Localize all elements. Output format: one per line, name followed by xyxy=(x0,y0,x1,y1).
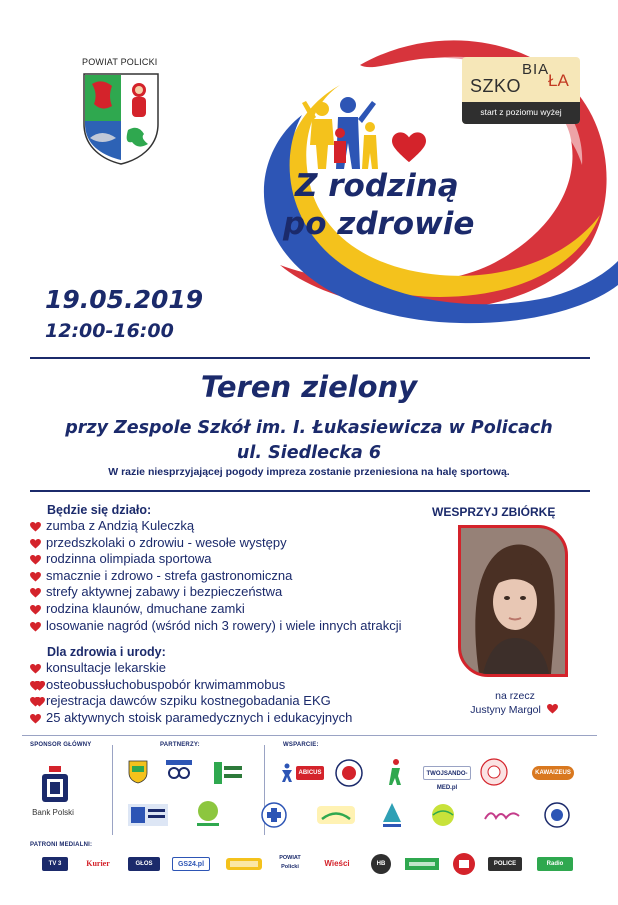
media-logo-green xyxy=(405,858,439,870)
heart-icon xyxy=(30,664,41,674)
activities-list xyxy=(28,518,402,634)
venue-title: Teren zielony xyxy=(200,370,418,404)
list-item xyxy=(28,660,352,677)
portrait-illustration xyxy=(461,528,565,674)
logo-text-bia: BIA xyxy=(522,61,550,78)
list-item-label: mammobus xyxy=(217,676,286,692)
heart-icon xyxy=(30,714,41,724)
heart-icon xyxy=(30,539,41,549)
list-item xyxy=(28,618,402,635)
support-emblem-logo xyxy=(335,759,363,787)
list-item-label: losowanie nagród (wśród nich 3 rowery) i wiele innych atrakcji xyxy=(46,617,402,633)
support-script-logo xyxy=(482,806,522,824)
list-item xyxy=(28,710,352,727)
support-logo-twojsando: TWOJSANDO-MED.pl xyxy=(423,766,471,780)
heart-icon xyxy=(30,622,41,632)
heart-icon xyxy=(34,681,45,691)
media-logo-tvpl xyxy=(452,852,476,876)
list-item-label: 25 aktywnych stoisk paramedycznych i edukacyjnych xyxy=(46,709,353,725)
list-item xyxy=(28,535,402,552)
media-logo-kurier: Kurier xyxy=(82,857,114,871)
list-item-label: rejestracja dawców szpiku kostnego xyxy=(46,693,254,709)
media-logo-hb: HB xyxy=(371,854,391,874)
list-item xyxy=(28,601,402,618)
media-heading: PATRONI MEDIALNI: xyxy=(30,842,93,848)
pko-bank-logo xyxy=(40,766,70,804)
list-item-label: konsultacje lekarskie xyxy=(46,660,166,675)
divider-sponsors xyxy=(22,735,597,736)
heart-icon xyxy=(30,605,41,615)
support-ball-logo xyxy=(431,803,455,827)
heart-icon xyxy=(547,704,558,714)
event-title-line2: po zdrowie xyxy=(283,206,475,242)
logo-text-la: ŁA xyxy=(548,71,569,90)
list-item-label: badania EKG xyxy=(253,693,331,709)
partner-crest-logo xyxy=(128,760,148,784)
list-item-label: rodzina klaunów, dmuchane zamki xyxy=(46,600,245,616)
portrait-photo xyxy=(458,525,568,677)
support-globe-logo xyxy=(544,802,570,828)
health-heading: Dla zdrowia i urody: xyxy=(47,645,166,659)
list-item xyxy=(28,584,402,601)
media-logo-wiesci: Wieści xyxy=(319,857,355,871)
weather-note: W razie niesprzyjającej pogody impreza zostanie przeniesiona na halę sportową. xyxy=(108,466,510,478)
partner-bbt-logo xyxy=(166,760,192,782)
venue-street: ul. Siedlecka 6 xyxy=(236,443,382,463)
heart-icon xyxy=(30,588,41,598)
list-item-label: smacznie i zdrowo - strefa gastronomiczna xyxy=(46,567,293,583)
list-item-label: osteobus xyxy=(46,676,99,692)
list-item xyxy=(28,518,402,535)
logo-tagline: start z poziomu wyżej xyxy=(480,107,562,117)
partner-green-logo xyxy=(195,800,221,828)
logo-text-szko: SZKO xyxy=(470,76,522,96)
health-list xyxy=(28,660,352,726)
event-title-line1: Z rodziną xyxy=(295,168,459,204)
fundraiser-person xyxy=(458,704,570,716)
bia-szkola-logo xyxy=(462,57,580,124)
support-logo-kawaizeus: KAWAIZEUS xyxy=(532,766,574,780)
pko-bank-label: Bank Polski xyxy=(32,808,74,817)
fundraiser-heading: WESPRZYJ ZBIÓRKĘ xyxy=(432,505,556,519)
event-time: 12:00-16:00 xyxy=(45,320,174,342)
media-logo-radio: Radio xyxy=(537,857,573,871)
list-item xyxy=(28,693,352,710)
media-logo-gs24: GS24.pl xyxy=(172,857,210,871)
media-logo-tvcolor xyxy=(226,858,262,870)
activities-heading: Będzie się działo: xyxy=(47,503,152,517)
fundraiser-person-name: Justyny Margol xyxy=(470,704,541,716)
partner-natura-logo xyxy=(214,762,242,784)
support-runner-logo xyxy=(388,758,404,786)
divider-middle xyxy=(30,490,590,492)
family-illustration xyxy=(300,95,390,175)
media-logo-glos: GŁOS xyxy=(128,857,160,871)
support-cross-logo xyxy=(261,802,287,828)
powiat-label: POWIAT POLICKI xyxy=(82,57,158,67)
heart-icon xyxy=(34,697,45,707)
support-figure-logo xyxy=(280,763,294,783)
county-coat-of-arms xyxy=(82,72,160,166)
sponsor-divider xyxy=(112,745,113,835)
list-item xyxy=(28,677,352,694)
media-logo-police: POLICE xyxy=(488,857,522,871)
support-logo-yellow xyxy=(317,806,355,824)
list-item xyxy=(28,568,402,585)
venue-subtitle: przy Zespole Szkół im. I. Łukasiewicza w Policach xyxy=(65,418,553,438)
list-item-label: rodzinna olimpiada sportowa xyxy=(46,551,212,567)
list-item xyxy=(28,551,402,568)
partner-poster-logo xyxy=(128,804,168,826)
list-item-label: słuchobus xyxy=(98,676,158,692)
support-sail-logo xyxy=(381,802,403,828)
list-item-label: zumba z Andzią Kuleczką xyxy=(46,518,195,533)
heart-icon xyxy=(30,555,41,565)
heart-icon xyxy=(392,132,426,164)
partners-heading: PARTNERZY: xyxy=(160,742,200,748)
list-item-label: przedszkolaki o zdrowiu - wesołe występy xyxy=(46,534,287,550)
media-logo-powiat: POWIAT Policki xyxy=(274,854,306,874)
heart-icon xyxy=(30,572,41,582)
event-date: 19.05.2019 xyxy=(45,285,204,314)
heart-icon xyxy=(30,522,41,532)
list-item-label: strefy aktywnej zabawy i bezpieczeństwa xyxy=(46,584,283,600)
media-logo-tv3: TV 3 xyxy=(42,857,68,871)
main-sponsor-heading: SPONSOR GŁÓWNY xyxy=(30,742,92,748)
divider-top xyxy=(30,357,590,359)
support-heading: WSPARCIE: xyxy=(283,742,319,748)
fundraiser-for-label: na rzecz xyxy=(495,690,535,702)
support-seal-logo xyxy=(480,758,508,786)
list-item-label: pobór krwi xyxy=(157,676,218,692)
support-logo-abicus: ABICUS xyxy=(296,766,324,780)
